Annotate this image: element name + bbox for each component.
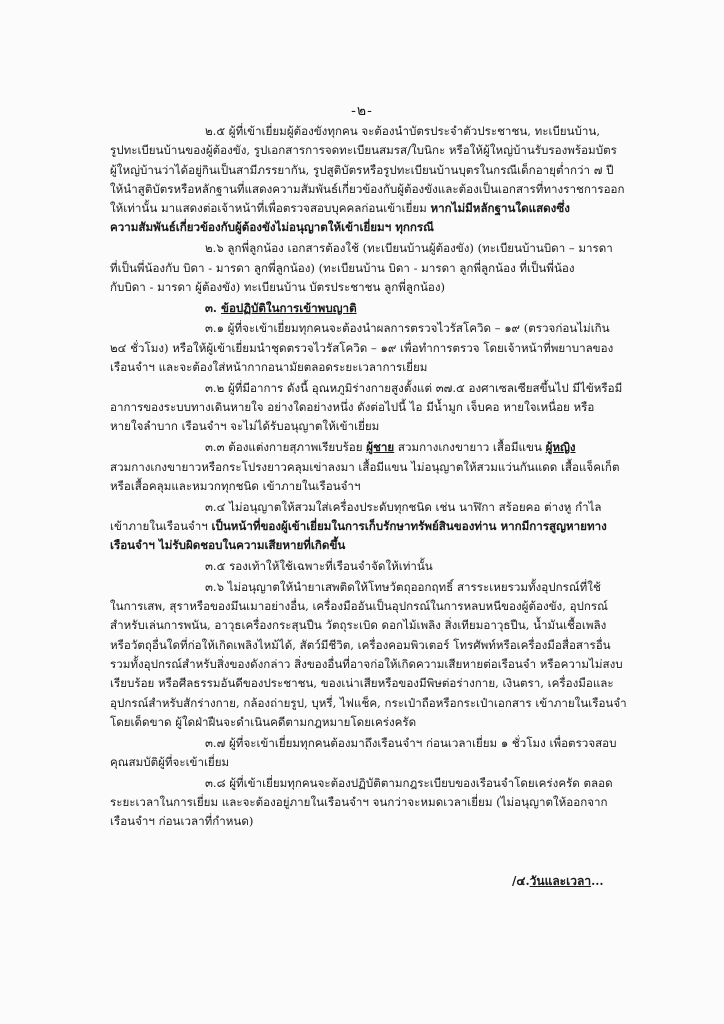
text-line: ๓.๗ ผู้ที่จะเข้าเยี่ยมทุกคนต้องมาถึงเรือนจำฯ ก่อนเวลาเยี่ยม ๑ ชั่วโมง เพื่อตรวจสอบ: [205, 735, 617, 750]
text-line: [110, 199, 650, 218]
text-line: ๓.๒ ผู้ที่มีอาการ ดังนี้ อุณหภูมิร่างกายสูงตั้งแต่ ๓๗.๕ องศาเซลเซียสขึ้นไป มีไข้หรือมี: [205, 380, 623, 395]
text-run: ให้เท่านั้น มาแสดงต่อเจ้าหน้าที่เพื่อตรวจสอบบุคคลก่อนเข้าเยี่ยม: [110, 201, 427, 216]
paragraph-3-2: [110, 379, 650, 437]
text-line: ๓.๔ ไม่อนุญาตให้สวมใส่เครื่องประดับทุกชนิด เช่น นาฬิกา สร้อยคอ ต่างหู กำไล: [205, 499, 602, 514]
text-line: ผู้ใหญ่บ้านว่าได้อยู่กินเป็นสามีภรรยากัน, รูปสูติบัตรหรือรูปทะเบียนบ้านบุตรในกรณีเด็กอายุต่ำกว่า ๗ ปี: [110, 162, 614, 177]
text-line: หายใจลำบาก เรือนจำฯ จะไม่ได้รับอนุญาตให้เข้าเยี่ยม: [110, 419, 380, 434]
document-body: [110, 122, 650, 833]
text-line: ระยะเวลาในการเยี่ยม และจะต้องอยู่ภายในเรือนจำฯ จนกว่าจะหมดเวลาเยี่ยม (ไม่อนุญาตให้ออกจาก: [110, 795, 608, 810]
text-line: หรือเสื้อคลุมและหมวกทุกชนิด เข้าภายในเรือนจำฯ: [110, 478, 361, 493]
text-line: เรือนจำฯ และจะต้องใส่หน้ากากอนามัยตลอดระยะเวลาการเยี่ยม: [110, 360, 428, 375]
text-line: อุปกรณ์สำหรับสักร่างกาย, กล้องถ่ายรูป, บุหรี่, ไฟแช็ค, กระเป๋าถือหรือกระเป๋าเอกสาร เข้าภายในเรือนจำ: [110, 695, 627, 710]
footer-prefix: /๔.: [512, 874, 530, 888]
paragraph-3-3: [110, 438, 650, 496]
text-line: ๒.๕ ผู้ที่เข้าเยี่ยมผู้ต้องขังทุกคน จะต้องนำบัตรประจำตัวประชาชน, ทะเบียนบ้าน,: [205, 124, 601, 138]
text-line: ๓.๘ ผู้ที่เข้าเยี่ยมทุกคนจะต้องปฏิบัติตามกฎระเบียบของเรือนจำโดยเคร่งครัด ตลอด: [205, 775, 613, 790]
section-heading: [110, 299, 650, 318]
text-run: ๓.๓ ต้องแต่งกายสุภาพเรียบร้อย: [205, 440, 367, 455]
section-title: ข้อปฏิบัติในการเข้าพบญาติ: [221, 300, 357, 315]
bold-underlined-text: ผู้หญิง: [545, 440, 576, 455]
text-line: เรียบร้อย หรือศีลธรรมอันดีของประชาชน, ของเน่าเสียหรือของมีพิษต่อร่างกาย, เงินตรา, เครื่องมือและ: [110, 676, 614, 691]
text-line: ๒๔ ชั่วโมง) หรือให้ผู้เข้าเยี่ยมนำชุดตรวจไวรัสโควิด – ๑๙ เพื่อทำการตรวจ โดยเจ้าหน้าที่พยาบาลของ: [110, 340, 614, 355]
text-line: ในการเสพ, สุราหรือของมึนเมาอย่างอื่น, เครื่องมืออันเป็นอุปกรณ์ในการหลบหนีของผู้ต้องขัง, อุปกรณ์: [110, 599, 608, 614]
paragraph-2-5: [110, 122, 650, 238]
paragraph-3-8: [110, 774, 650, 832]
continuation-note: [512, 872, 604, 891]
paragraph-3-4: [110, 498, 650, 556]
text-line: [110, 517, 650, 536]
text-line: หรือวัตถุอื่นใดที่ก่อให้เกิดเพลิงไหม้ได้, สัตว์มีชีวิต, เครื่องคอมพิวเตอร์ โทรศัพท์หรือเครื่องมือสื่อสารอื่น: [110, 637, 611, 652]
paragraph-3-7: [110, 734, 650, 773]
paragraph-3-5: [110, 557, 650, 576]
text-line: คุณสมบัติผู้ที่จะเข้าเยี่ยม: [110, 755, 230, 769]
text-run: เข้าภายในเรือนจำฯ: [110, 518, 208, 533]
paragraph-3-6: [110, 578, 650, 732]
text-line: ที่เป็นพี่น้องกับ บิดา - มารดา ลูกพี่ลูกน้อง) (ทะเบียนบ้าน บิดา - มารดา ลูกพี่ลูกน้อง ที่เป็นพี่น้อง: [110, 260, 575, 275]
text-line: ๓.๖ ไม่อนุญาตให้นำยาเสพติดให้โทษวัตถุออกฤทธิ์ สารระเหยรวมทั้งอุปกรณ์ที่ใช้: [205, 579, 601, 594]
bold-text-line: เรือนจำฯ ไม่รับผิดชอบในความเสียหายที่เกิดขึ้น: [110, 538, 346, 553]
section-number: ๓.: [205, 300, 217, 315]
paragraph-2-6: [110, 239, 650, 297]
footer-suffix: ...: [591, 874, 604, 888]
text-line: ๓.๑ ผู้ที่จะเข้าเยี่ยมทุกคนจะต้องนำผลการตรวจไวรัสโควิด – ๑๙ (ตรวจก่อนไม่เกิน: [205, 321, 610, 336]
text-line: อาการของระบบทางเดินหายใจ อย่างใดอย่างหนึ่ง ดังต่อไปนี้ ไอ มีน้ำมูก เจ็บคอ หายใจเหนื่อย หรือ: [110, 400, 595, 415]
text-line: ๓.๕ รองเท้าให้ใช้เฉพาะที่เรือนจำจัดให้เท่านั้น: [205, 559, 433, 574]
footer-next-section: วันและเวลา: [529, 874, 592, 888]
bold-underlined-text: ผู้ชาย: [366, 440, 395, 455]
text-line: ให้นำสูติบัตรหรือหลักฐานที่แสดงความสัมพันธ์เกี่ยวข้องกับผู้ต้องขังและต้องเป็นเอกสารที่ทางราชการออก: [110, 181, 625, 196]
bold-text: หากไม่มีหลักฐานใดแสดงซึ่ง: [430, 201, 570, 216]
text-line: รวมทั้งอุปกรณ์สำหรับสิ่งของดังกล่าว สิ่งของอื่นที่อาจก่อให้เกิดความเสียหายต่อเรือนจำ หรือความไม่สงบ: [110, 657, 623, 672]
page-number: -๒-: [351, 103, 373, 119]
text-line: กับบิดา - มารดา ผู้ต้องขัง) ทะเบียนบ้าน บัตรประชาชน ลูกพี่ลูกน้อง): [110, 279, 446, 294]
text-line: สวมกางเกงขายาวหรือกระโปรงยาวคลุมเข่าลงมา เสื้อมีแขน ไม่อนุญาตให้สวมแว่นกันแดด เสื้อแจ็คเก็ต: [110, 459, 620, 474]
text-line: [110, 438, 650, 457]
text-run: สวมกางเกงขายาว เสื้อมีแขน: [394, 440, 546, 455]
bold-text: เป็นหน้าที่ของผู้เข้าเยี่ยมในการเก็บรักษาทรัพย์สินของท่าน หากมีการสูญหายทาง: [211, 518, 607, 533]
text-line: โดยเด็ดขาด ผู้ใดฝ่าฝืนจะดำเนินคดีตามกฎหมายโดยเคร่งครัด: [110, 714, 417, 729]
text-line: เรือนจำฯ ก่อนเวลาที่กำหนด): [110, 814, 254, 829]
bold-text-line: ความสัมพันธ์เกี่ยวข้องกับผู้ต้องขังไม่อนุญาตให้เข้าเยี่ยมฯ ทุกกรณี: [110, 220, 434, 235]
paragraph-3-1: [110, 319, 650, 377]
text-line: สำหรับเล่นการพนัน, อาวุธเครื่องกระสุนปืน วัตถุระเบิด ดอกไม้เพลิง สิ่งเทียมอาวุธปืน, น้ำมันเชื้อเพลิง: [110, 618, 607, 633]
text-line: ๒.๖ ลูกพี่ลูกน้อง เอกสารต้องใช้ (ทะเบียนบ้านผู้ต้องขัง) (ทะเบียนบ้านบิดา – มารดา: [205, 241, 613, 256]
text-line: รูปทะเบียนบ้านของผู้ต้องขัง, รูปเอกสารการจดทะเบียนสมรส/ใบนิกะ หรือให้ผู้ใหญ่บ้านรับรองพร้อมบัตร: [110, 143, 617, 158]
